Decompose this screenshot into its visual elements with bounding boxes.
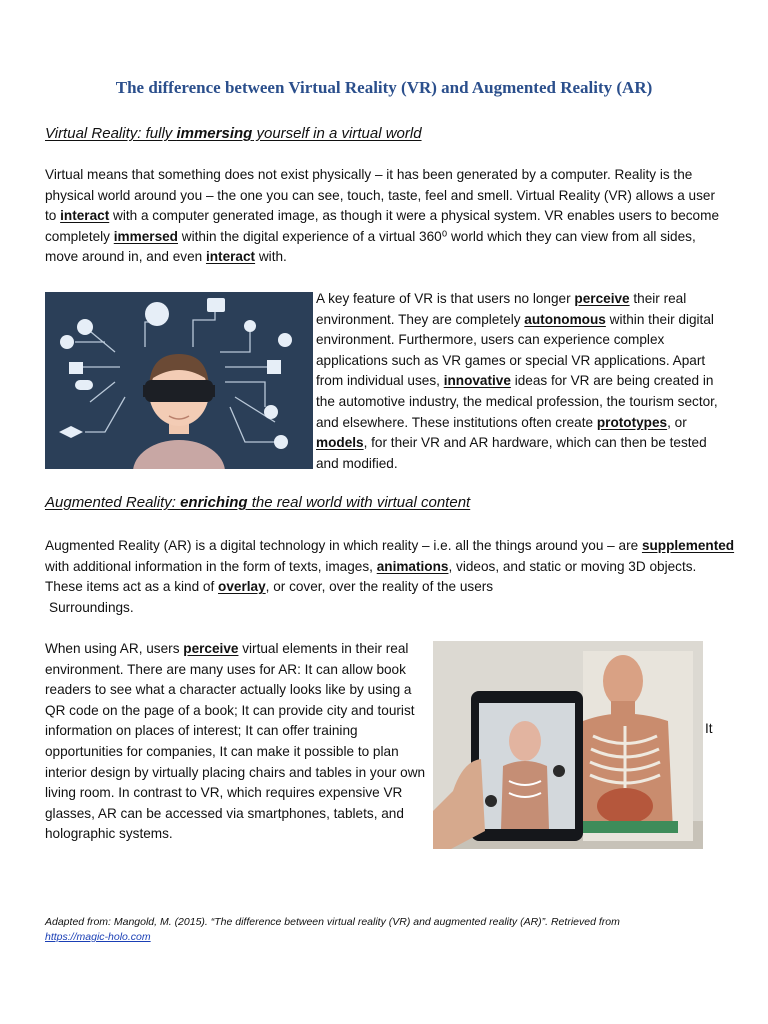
keyword-interact: interact [205, 249, 256, 265]
vr-heading-pre: Virtual Reality: fully [45, 125, 177, 142]
ar-paragraph-2 [45, 639, 435, 845]
cart-icon [274, 435, 288, 449]
text-run: within their digital environment. Furthermore, users can experience complex applications such as VR games or special VR applications. Apart from individual uses, [316, 311, 714, 389]
ar-photo-svg [433, 641, 703, 849]
keyword-autonomous: autonomous [524, 311, 606, 327]
wifi-icon [69, 362, 83, 374]
user-icon [244, 320, 256, 332]
ar-stray-it-text: It [705, 721, 713, 736]
globe-icon [267, 360, 281, 374]
text-run: Virtual means that something does not exist physically – it has been generated by a computer. Reality is the physical world around you – the one you can see, touch, taste, feel and smell. Virtual Reality (VR) allows a user to [45, 167, 715, 224]
text-run: When using AR, users [45, 641, 184, 656]
tool-icon [77, 319, 93, 335]
network-icon [145, 302, 169, 326]
page-title: The difference between Virtual Reality (VR) and Augmented Reality (AR) [115, 78, 653, 97]
text-run: , or [667, 414, 687, 430]
text-run: with additional information in the form of texts, images, [45, 558, 377, 574]
citation-footer [45, 915, 620, 945]
eye-icon [60, 335, 74, 349]
text-run: with. [255, 249, 287, 265]
text-run: , for their VR and AR hardware, which can then be tested and modified. [316, 435, 707, 471]
text-run: virtual elements in their real environment. There are many uses for AR: It can allow book readers to see what a character actually looks like by using a QR code on the page of a book; It can provide city and tourist information on places of interest; It can offer training opportunities for companies, It can make it possible to plan interior design by virtually placing chairs and tables in your own living room. In contrast to VR, which requires expensive VR glasses, AR can be accessed via smartphones, tablets, and holographic systems. [45, 641, 426, 842]
keyword-prototypes: prototypes [596, 414, 668, 430]
person-icon [278, 333, 292, 347]
vr-headset-illustration [45, 292, 313, 469]
ar-heading [45, 494, 470, 511]
ar-heading-pre: Augmented Reality: [45, 494, 181, 511]
text-run: their real environment. They are completely [316, 291, 687, 327]
citation-text: Adapted from: Mangold, M. (2015). “The difference between virtual reality (VR) and augmented reality (AR)”. Retrieved from [45, 916, 620, 928]
text-run: , videos, and static or moving 3D objects. These items act as a kind of [45, 558, 697, 595]
keyword-supplemented: supplemented [641, 538, 735, 553]
citation-link[interactable]: https://magic-holo.com [45, 931, 151, 943]
text-run: ideas for VR are being created in the automotive industry, the medical profession, the tourism sector, and elsewhere. These institutions often create [316, 373, 718, 430]
vr-paragraph-1 [45, 165, 725, 268]
ar-tablet-anatomy-photo [433, 641, 703, 849]
vr-heading [45, 125, 422, 142]
keyword-animations: animations [376, 558, 449, 574]
keyword-innovative: innovative [443, 373, 511, 389]
vr-paragraph-2 [316, 289, 726, 474]
vr-illustration-svg [45, 292, 313, 469]
keyword-perceive: perceive [574, 291, 630, 306]
keyword-interact: interact [60, 208, 110, 224]
keyword-perceive: perceive [183, 641, 239, 656]
ar-paragraph-1 [45, 536, 735, 618]
text-run: Augmented Reality (AR) is a digital technology in which reality – i.e. all the things around you – are [45, 538, 642, 553]
text-run: within the digital experience of a virtual 360⁰ world which they can view from all sides, move around in, and even [45, 228, 696, 265]
text-run: Surroundings. [49, 599, 134, 615]
vr-heading-post: yourself in a virtual world [252, 125, 422, 142]
vr-heading-bold: immersing [176, 125, 253, 142]
ar-heading-bold: enriching [180, 494, 248, 511]
keyword-overlay: overlay [218, 579, 266, 595]
keyword-immersed: immersed [113, 228, 178, 244]
text-run: A key feature of VR is that users no longer [316, 291, 575, 306]
gamepad-icon [75, 380, 93, 390]
text-run: with a computer generated image, as though it were a physical system. VR enables users to become completely [45, 208, 720, 244]
keyword-models: models [316, 435, 364, 451]
text-run: , or cover, over the reality of the users [265, 579, 494, 595]
medical-kit-icon [207, 298, 225, 312]
ar-heading-post: the real world with virtual content [247, 494, 471, 511]
vr-icon [264, 405, 278, 419]
